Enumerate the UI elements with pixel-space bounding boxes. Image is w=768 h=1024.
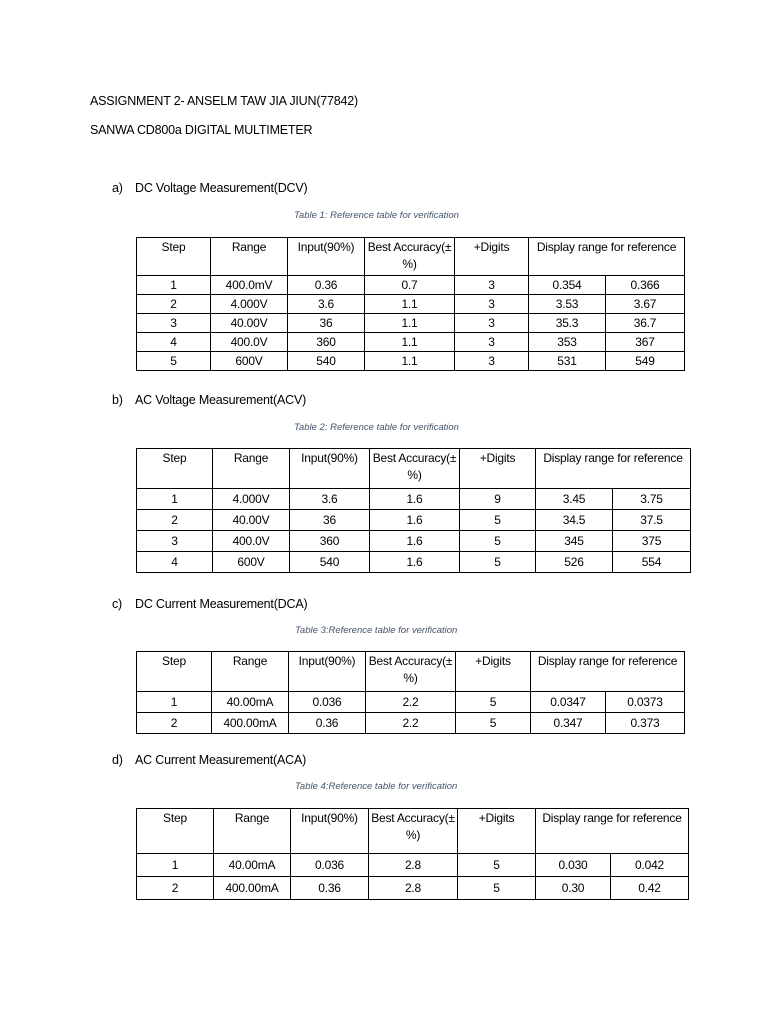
cell-display-low: 34.5 — [536, 510, 613, 531]
cell-step: 1 — [137, 692, 212, 713]
header-step: Step — [137, 809, 214, 854]
cell-range: 40.00V — [213, 510, 290, 531]
cell-display-high: 37.5 — [613, 510, 691, 531]
header-range: Range — [211, 238, 288, 276]
table-row — [137, 531, 691, 552]
cell-input: 0.036 — [289, 692, 366, 713]
table-row — [137, 314, 685, 333]
cell-display-high: 0.42 — [611, 877, 689, 900]
header-accuracy: Best Accuracy(±%) — [366, 652, 456, 692]
cell-accuracy: 2.8 — [369, 877, 458, 900]
table-row — [137, 352, 685, 371]
cell-display-high: 367 — [606, 333, 685, 352]
header-accuracy: Best Accuracy(±%) — [365, 238, 455, 276]
cell-display-high: 0.373 — [606, 713, 685, 734]
cell-accuracy: 1.6 — [370, 510, 460, 531]
cell-display-low: 0.30 — [536, 877, 611, 900]
cell-digits: 3 — [455, 333, 529, 352]
header-digits: +Digits — [455, 238, 529, 276]
section-d-heading — [112, 753, 306, 767]
cell-display-high: 3.75 — [613, 489, 691, 510]
cell-step: 3 — [137, 314, 211, 333]
cell-accuracy: 2.2 — [366, 713, 456, 734]
table-row — [137, 510, 691, 531]
cell-display-low: 0.354 — [529, 276, 606, 295]
header-step: Step — [137, 449, 213, 489]
cell-display-high: 0.042 — [611, 854, 689, 877]
header-display-range: Display range for reference — [536, 449, 691, 489]
cell-digits: 5 — [456, 713, 531, 734]
cell-step: 4 — [137, 333, 211, 352]
cell-step: 1 — [137, 489, 213, 510]
header-digits: +Digits — [456, 652, 531, 692]
cell-accuracy: 0.7 — [365, 276, 455, 295]
cell-step: 1 — [137, 854, 214, 877]
header-input: Input(90%) — [291, 809, 369, 854]
cell-display-low: 35.3 — [529, 314, 606, 333]
cell-accuracy: 1.6 — [370, 531, 460, 552]
cell-range: 600V — [211, 352, 288, 371]
header-accuracy: Best Accuracy(±%) — [369, 809, 458, 854]
cell-display-low: 3.53 — [529, 295, 606, 314]
section-title: AC Voltage Measurement(ACV) — [135, 393, 307, 407]
cell-accuracy: 1.1 — [365, 314, 455, 333]
header-input: Input(90%) — [289, 652, 366, 692]
section-letter: c) — [112, 597, 123, 611]
cell-input: 540 — [288, 352, 365, 371]
cell-digits: 5 — [456, 692, 531, 713]
cell-display-high: 549 — [606, 352, 685, 371]
cell-display-low: 353 — [529, 333, 606, 352]
section-title: DC Current Measurement(DCA) — [135, 597, 308, 611]
cell-accuracy: 1.1 — [365, 352, 455, 371]
cell-step: 3 — [137, 531, 213, 552]
header-step: Step — [137, 652, 212, 692]
cell-input: 360 — [290, 531, 370, 552]
cell-display-low: 531 — [529, 352, 606, 371]
cell-display-high: 0.366 — [606, 276, 685, 295]
table-4-caption: Table 4:Reference table for verification — [295, 781, 458, 792]
cell-range: 400.00mA — [214, 877, 291, 900]
table-row — [137, 713, 685, 734]
table-row — [137, 692, 685, 713]
header-digits: +Digits — [458, 809, 536, 854]
cell-input: 3.6 — [290, 489, 370, 510]
cell-input: 0.036 — [291, 854, 369, 877]
table-row — [137, 295, 685, 314]
cell-accuracy: 1.1 — [365, 295, 455, 314]
cell-input: 360 — [288, 333, 365, 352]
table-1-dcv — [136, 237, 685, 371]
cell-input: 36 — [288, 314, 365, 333]
table-2-caption: Table 2: Reference table for verification — [294, 422, 459, 433]
table-row — [137, 276, 685, 295]
cell-range: 400.00mA — [212, 713, 289, 734]
header-range: Range — [212, 652, 289, 692]
cell-range: 400.0V — [211, 333, 288, 352]
cell-display-low: 526 — [536, 552, 613, 573]
section-letter: b) — [112, 393, 123, 407]
cell-range: 40.00mA — [214, 854, 291, 877]
header-range: Range — [214, 809, 291, 854]
table-header-row — [137, 652, 685, 692]
cell-accuracy: 1.6 — [370, 489, 460, 510]
cell-accuracy: 1.6 — [370, 552, 460, 573]
cell-step: 5 — [137, 352, 211, 371]
section-title: AC Current Measurement(ACA) — [135, 753, 307, 767]
table-row — [137, 854, 689, 877]
cell-digits: 3 — [455, 352, 529, 371]
table-1-caption: Table 1: Reference table for verification — [294, 210, 459, 221]
cell-digits: 3 — [455, 314, 529, 333]
cell-accuracy: 2.2 — [366, 692, 456, 713]
cell-display-high: 3.67 — [606, 295, 685, 314]
table-row — [137, 489, 691, 510]
cell-step: 2 — [137, 877, 214, 900]
section-letter: a) — [112, 181, 123, 195]
cell-digits: 5 — [458, 854, 536, 877]
table-3-dca — [136, 651, 685, 734]
section-a-heading — [112, 181, 307, 195]
cell-range: 400.0mV — [211, 276, 288, 295]
cell-digits: 5 — [460, 552, 536, 573]
cell-input: 36 — [290, 510, 370, 531]
header-accuracy: Best Accuracy(±%) — [370, 449, 460, 489]
cell-accuracy: 2.8 — [369, 854, 458, 877]
section-c-heading — [112, 597, 307, 611]
cell-input: 0.36 — [289, 713, 366, 734]
table-row — [137, 552, 691, 573]
table-row — [137, 333, 685, 352]
cell-display-low: 0.0347 — [531, 692, 606, 713]
table-3-caption: Table 3:Reference table for verification — [295, 625, 458, 636]
table-header-row — [137, 809, 689, 854]
cell-step: 4 — [137, 552, 213, 573]
cell-step: 2 — [137, 713, 212, 734]
cell-display-low: 3.45 — [536, 489, 613, 510]
cell-input: 0.36 — [291, 877, 369, 900]
cell-range: 600V — [213, 552, 290, 573]
header-display-range: Display range for reference — [531, 652, 685, 692]
table-row — [137, 877, 689, 900]
header-display-range: Display range for reference — [536, 809, 689, 854]
cell-range: 40.00mA — [212, 692, 289, 713]
assignment-title: ASSIGNMENT 2- ANSELM TAW JIA JIUN(77842) — [90, 94, 359, 108]
cell-input: 540 — [290, 552, 370, 573]
header-input: Input(90%) — [290, 449, 370, 489]
header-display-range: Display range for reference — [529, 238, 685, 276]
header-input: Input(90%) — [288, 238, 365, 276]
cell-digits: 9 — [460, 489, 536, 510]
cell-digits: 5 — [460, 510, 536, 531]
section-letter: d) — [112, 753, 123, 767]
cell-accuracy: 1.1 — [365, 333, 455, 352]
table-header-row — [137, 449, 691, 489]
cell-digits: 5 — [458, 877, 536, 900]
cell-range: 4.000V — [213, 489, 290, 510]
cell-display-low: 0.030 — [536, 854, 611, 877]
section-b-heading — [112, 393, 306, 407]
section-title: DC Voltage Measurement(DCV) — [135, 181, 308, 195]
cell-digits: 5 — [460, 531, 536, 552]
cell-range: 4.000V — [211, 295, 288, 314]
cell-input: 0.36 — [288, 276, 365, 295]
cell-display-low: 345 — [536, 531, 613, 552]
device-title: SANWA CD800a DIGITAL MULTIMETER — [90, 123, 313, 137]
cell-input: 3.6 — [288, 295, 365, 314]
cell-digits: 3 — [455, 276, 529, 295]
cell-display-low: 0.347 — [531, 713, 606, 734]
table-2-acv — [136, 448, 691, 573]
cell-display-high: 0.0373 — [606, 692, 685, 713]
cell-display-high: 554 — [613, 552, 691, 573]
header-step: Step — [137, 238, 211, 276]
header-range: Range — [213, 449, 290, 489]
cell-display-high: 36.7 — [606, 314, 685, 333]
cell-range: 40.00V — [211, 314, 288, 333]
cell-digits: 3 — [455, 295, 529, 314]
header-digits: +Digits — [460, 449, 536, 489]
cell-step: 2 — [137, 295, 211, 314]
table-4-aca — [136, 808, 689, 900]
cell-step: 2 — [137, 510, 213, 531]
table-header-row — [137, 238, 685, 276]
cell-step: 1 — [137, 276, 211, 295]
cell-display-high: 375 — [613, 531, 691, 552]
cell-range: 400.0V — [213, 531, 290, 552]
